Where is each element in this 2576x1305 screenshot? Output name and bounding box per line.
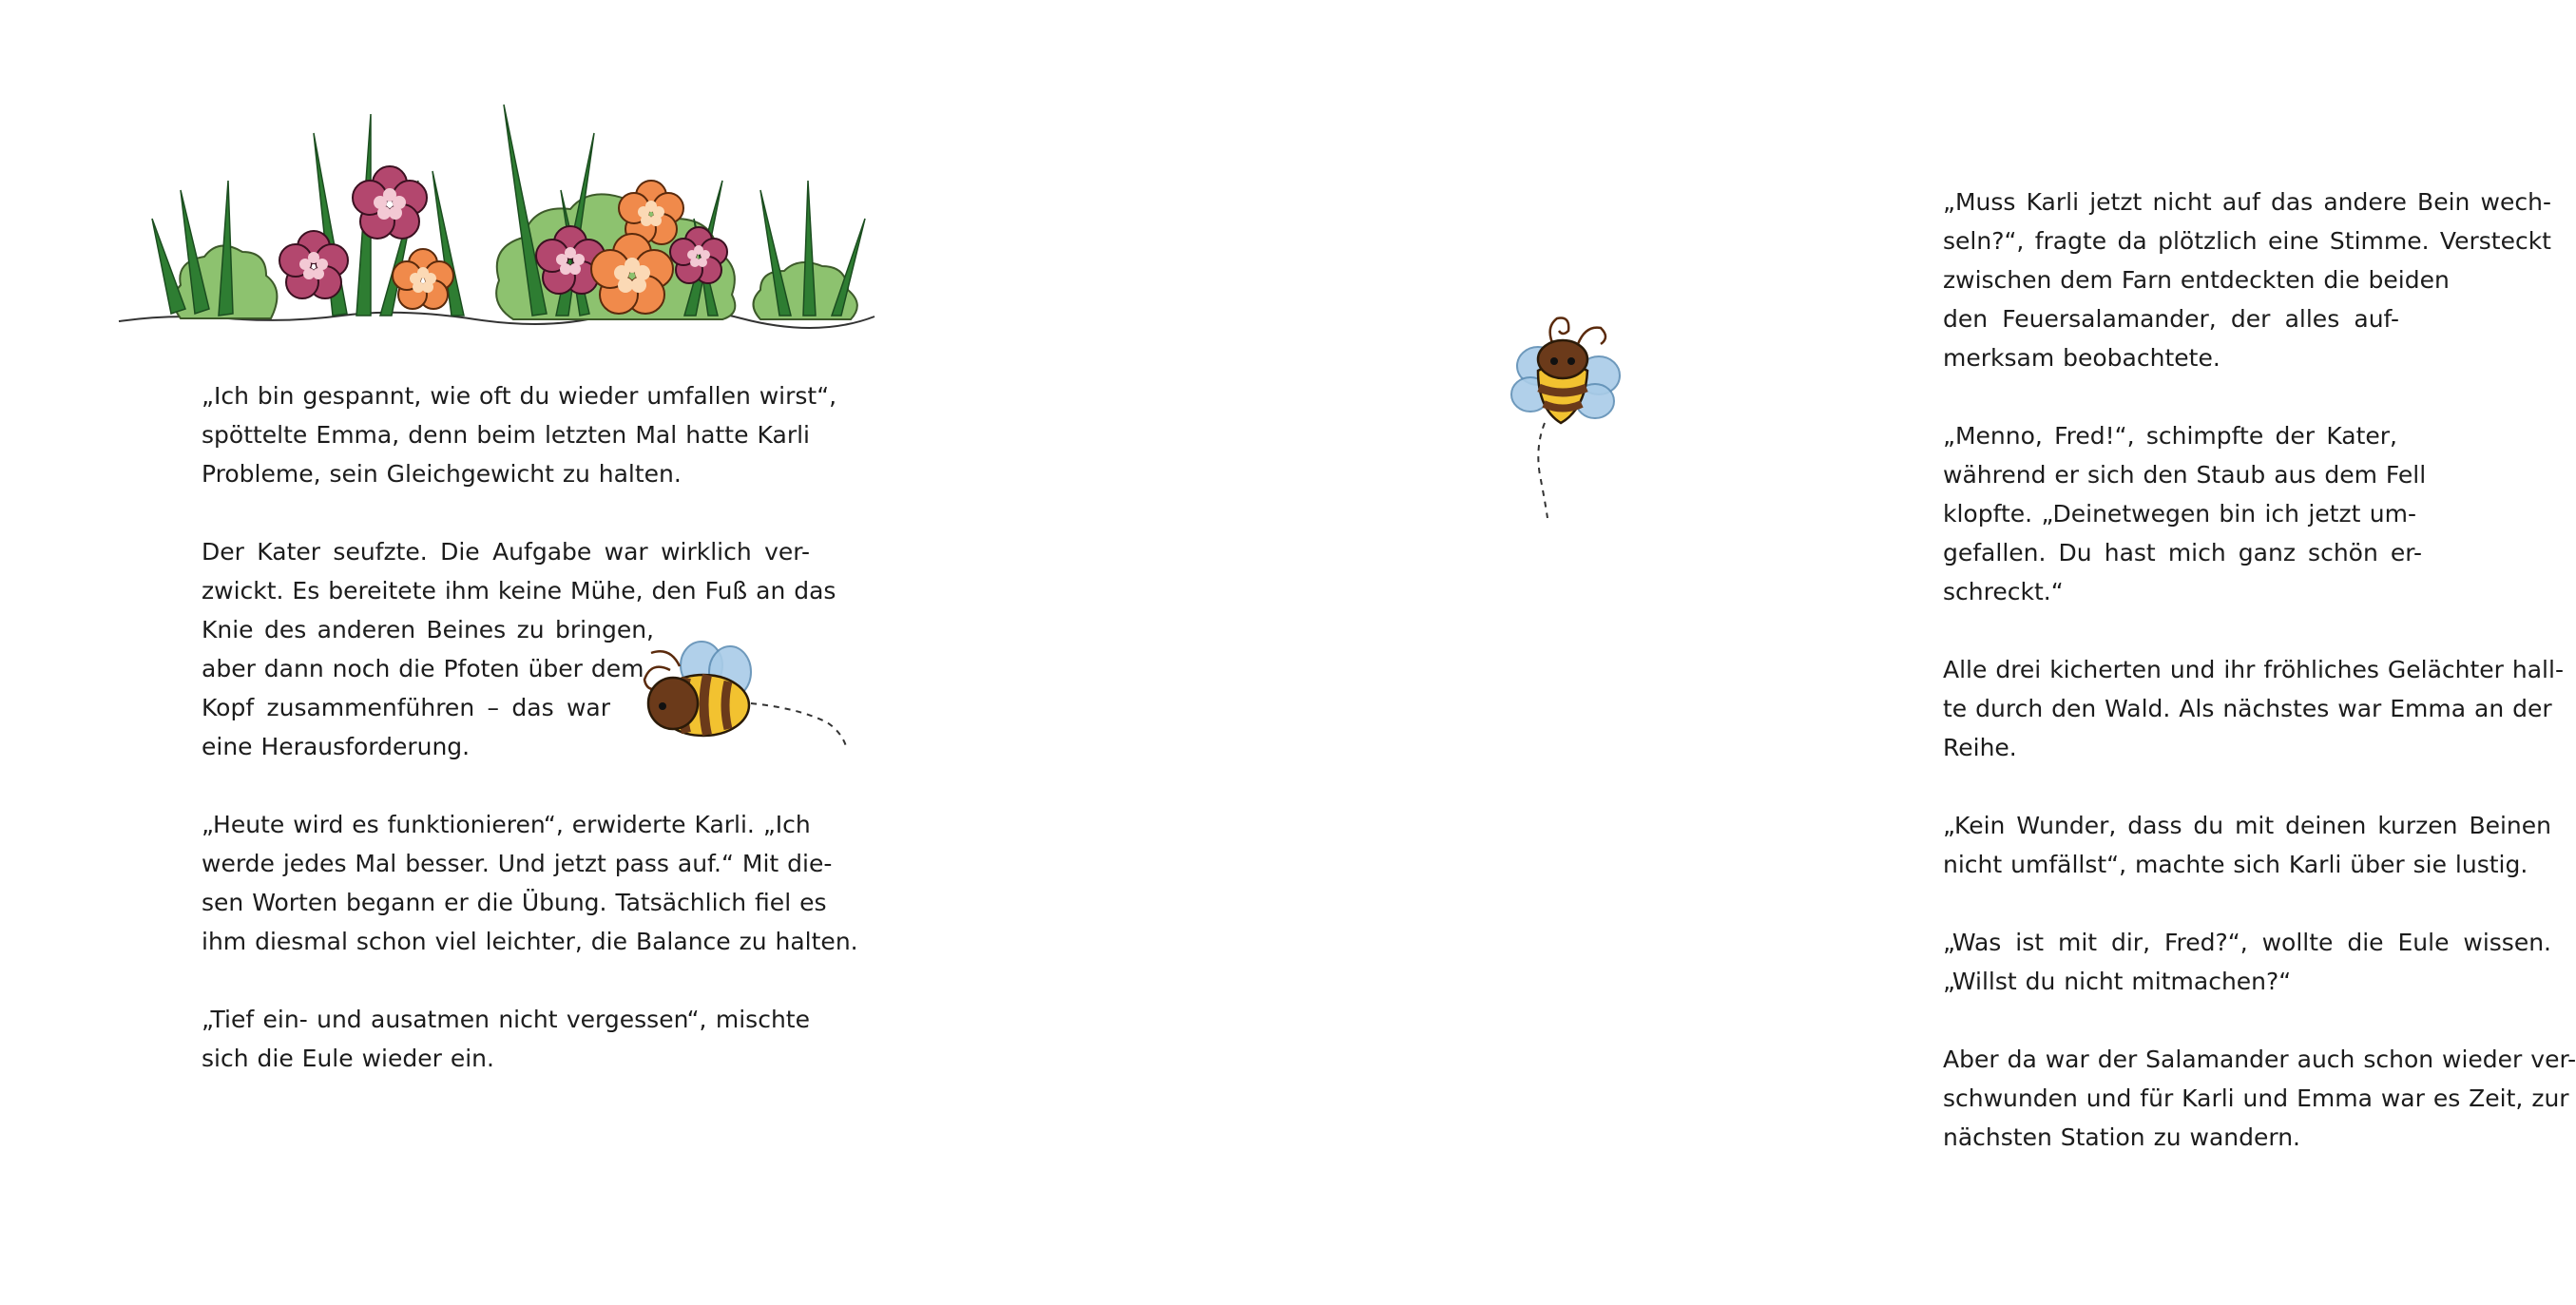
- flower-pink-2: [279, 231, 348, 298]
- text-line: den Feuersalamander, der alles auf-: [1943, 305, 2399, 333]
- text-line: Knie des anderen Beines zu bringen,: [202, 616, 654, 643]
- text-line: „Willst du nicht mitmachen?“: [1943, 968, 2292, 995]
- text-line: aber dann noch die Pfoten über dem: [202, 655, 644, 682]
- text-line: eine Herausforderung.: [202, 733, 471, 760]
- paragraph: [202, 805, 858, 961]
- text-line: werde jedes Mal besser. Und jetzt pass auf.“ Mit die-: [202, 850, 833, 877]
- text-line: Kopf zusammenführen – das war: [202, 694, 610, 721]
- text-line: sich die Eule wieder ein.: [202, 1045, 494, 1072]
- text-line: klopfte. „Deinetwegen bin ich jetzt um-: [1943, 500, 2416, 528]
- paragraph: [202, 376, 837, 493]
- text-line: Reihe.: [1943, 734, 2017, 761]
- bee-illustration-left: [627, 632, 855, 756]
- text-line: Der Kater seufzte. Die Aufgabe war wirklich ver-: [202, 538, 810, 566]
- text-line: gefallen. Du hast mich ganz schön er-: [1943, 539, 2422, 566]
- text-line: „Ich bin gespannt, wie oft du wieder umfallen wirst“,: [202, 382, 837, 410]
- text-line: merksam beobachtete.: [1943, 344, 2220, 372]
- text-line: während er sich den Staub aus dem Fell: [1943, 461, 2427, 489]
- text-line: spöttelte Emma, denn beim letzten Mal hatte Karli: [202, 421, 810, 449]
- text-line: sen Worten begann er die Übung. Tatsächlich fiel es: [202, 889, 827, 916]
- left-page: [0, 0, 913, 1305]
- paragraph: [1943, 182, 2551, 377]
- paragraph: [1943, 923, 2551, 1001]
- text-line: „Tief ein- und ausatmen nicht vergessen“, mischte: [202, 1006, 810, 1033]
- text-line: seln?“, fragte da plötzlich eine Stimme. Versteckt: [1943, 227, 2551, 255]
- text-line: schwunden und für Karli und Emma war es Zeit, zur: [1943, 1084, 2569, 1112]
- text-line: te durch den Wald. Als nächstes war Emma an der: [1943, 695, 2552, 722]
- paragraph: [202, 1000, 810, 1078]
- text-line: Aber da war der Salamander auch schon wieder ver-: [1943, 1046, 2576, 1073]
- text-line: „Muss Karli jetzt nicht auf das andere Bein wech-: [1943, 188, 2551, 216]
- text-line: zwischen dem Farn entdeckten die beiden: [1943, 266, 2450, 294]
- right-page: [913, 0, 2576, 1305]
- text-line: Probleme, sein Gleichgewicht zu halten.: [202, 460, 682, 488]
- text-line: „Heute wird es funktionieren“, erwiderte Karli. „Ich: [202, 811, 811, 838]
- paragraph: [1943, 806, 2551, 884]
- paragraph: [1943, 650, 2564, 767]
- right-text-column: [1943, 182, 2576, 1196]
- text-line: ihm diesmal schon viel leichter, die Balance zu halten.: [202, 928, 858, 955]
- text-line: Alle drei kicherten und ihr fröhliches Gelächter hall-: [1943, 656, 2564, 683]
- text-line: schreckt.“: [1943, 578, 2064, 605]
- text-line: zwickt. Es bereitete ihm keine Mühe, den Fuß an das: [202, 577, 836, 605]
- text-line: nicht umfällst“, machte sich Karli über sie lustig.: [1943, 851, 2528, 878]
- text-line: „Menno, Fred!“, schimpfte der Kater,: [1943, 422, 2397, 450]
- text-line: nächsten Station zu wandern.: [1943, 1123, 2300, 1151]
- flower-garden-illustration: [114, 76, 875, 333]
- paragraph: [1943, 1040, 2576, 1157]
- bee-illustration-right: [1502, 304, 1635, 523]
- paragraph: [1943, 416, 2551, 611]
- text-line: „Was ist mit dir, Fred?“, wollte die Eule wissen.: [1943, 929, 2551, 956]
- text-line: „Kein Wunder, dass du mit deinen kurzen Beinen: [1943, 812, 2551, 839]
- flower-pink-1: [353, 166, 427, 239]
